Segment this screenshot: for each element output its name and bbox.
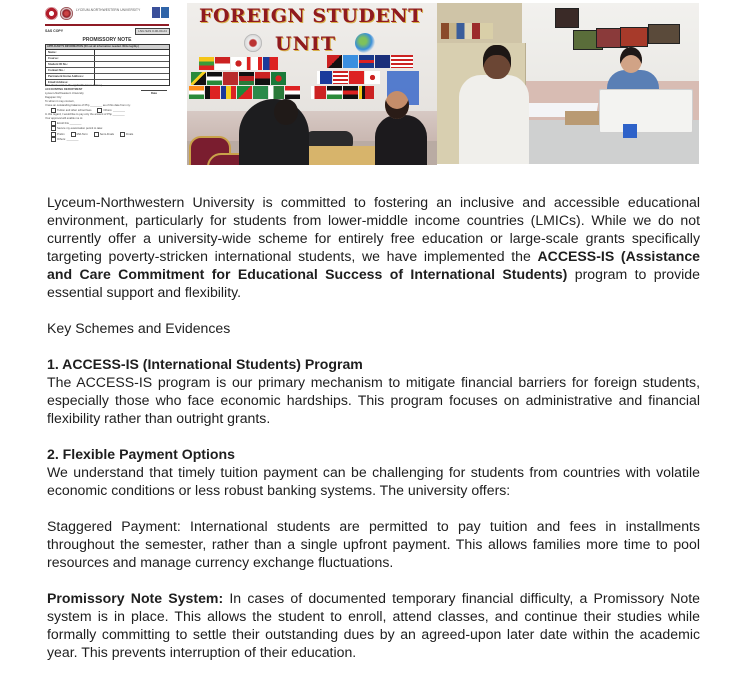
books	[441, 23, 493, 39]
student	[459, 75, 529, 164]
flag-icon	[269, 86, 284, 99]
student-head	[483, 45, 511, 79]
document-body	[45, 84, 169, 142]
flag-icon	[359, 86, 374, 99]
certification-badge-icon	[152, 7, 160, 18]
flag-icon	[215, 57, 230, 70]
document-letterhead	[44, 4, 170, 26]
option-label: Secure my examination permit to take:	[57, 127, 103, 131]
flag-icon	[221, 86, 236, 99]
picture-frame	[648, 24, 680, 44]
promissory-text: In cases of documented temporary financial difficulty, a Promissory Note system is in place. This allows the student to enroll, attend classes, and continue their studies while formally committing to settle their outstanding dues by an agreed-upon later date within the academic year. This prevents interruption of their education.	[47, 590, 700, 660]
intro-text: Lyceum-Northwestern University is committed to fostering an inclusive and accessible educational environment, particularly for students from lower-middle income countries (LMICs). While we do not currently offer a university-wide scheme for entirely free education or large-scale grants specifically targeting poverty-stricken international students, we have implemented the	[47, 194, 700, 264]
checkbox-icon	[71, 132, 76, 137]
addressee-line: Lyceum-Northwestern University	[45, 92, 84, 95]
flag-icon	[189, 86, 204, 99]
field-label: Name:	[46, 50, 95, 55]
student	[375, 115, 427, 165]
article-body	[47, 193, 700, 661]
sign-text: UNIT	[275, 33, 336, 55]
promissory-note-image	[43, 2, 171, 167]
picture-frame	[620, 27, 648, 47]
student-head	[385, 91, 409, 119]
flag-icon	[223, 72, 238, 85]
university-seal-icon	[45, 7, 58, 20]
flag-icon	[205, 86, 220, 99]
college-seal-icon	[60, 7, 73, 20]
control-number: LNU-SAS 0-00-00-24	[135, 28, 170, 35]
option-label: Mid-Term	[76, 132, 88, 136]
section-title: Key Schemes and Evidences	[47, 320, 231, 336]
flag-icon	[191, 72, 206, 85]
document-title: PROMISSORY NOTE	[82, 37, 132, 43]
flag-icon	[237, 86, 252, 99]
picture-frame	[555, 8, 579, 28]
staff-member-head	[620, 47, 642, 73]
flag-icon	[333, 71, 348, 84]
university-name: LYCEUM-NORTHWESTERN UNIVERSITY	[76, 8, 141, 12]
option-label: Prelim	[57, 132, 65, 136]
flag-icon	[199, 57, 214, 70]
computer-monitor	[599, 89, 693, 133]
flag-icon	[349, 71, 364, 84]
field-label: Course:	[46, 56, 95, 61]
flag-icon	[263, 57, 278, 70]
option-label: Tuition and other school fees	[57, 109, 92, 113]
flag-icon	[365, 71, 380, 84]
flag-icon	[255, 72, 270, 85]
promissory-note-paragraph	[47, 589, 700, 661]
program-name: ACCESS-IS (Assistance and Care Commitment for Educational Success of International Students)	[47, 248, 700, 282]
intro-paragraph	[47, 193, 700, 301]
option-label: Others: ________	[57, 138, 79, 142]
office-consultation-photo	[437, 3, 699, 164]
salutation: To whom it may concern,	[45, 100, 75, 103]
applicant-info-table	[45, 44, 170, 86]
option-label: Finals	[126, 132, 134, 136]
date-label: Date	[141, 90, 167, 95]
approval-option	[45, 137, 169, 142]
student-head	[274, 99, 298, 125]
flag-icon	[343, 55, 358, 68]
foreign-student-unit-photo	[187, 3, 437, 165]
scheme-1-text: The ACCESS-IS program is our primary mechanism to mitigate financial barriers for foreign students, especially those who face economic hardships. This program focuses on administrative and financial flexibility rather than outright grants.	[47, 374, 700, 426]
addressee-line: ACCOUNTING DEPARTMENT	[45, 88, 83, 91]
payment-line: In this regard, I would like to pay only the amount of Php ________	[45, 113, 125, 117]
image-strip	[0, 0, 750, 170]
flag-icon	[375, 55, 390, 68]
approval-line: Your approval will enable me to:	[45, 117, 83, 121]
scheme-2-text: We understand that timely tuition payment can be challenging for students from countries with volatile economic conditions or less robust banking systems. The university offers:	[47, 464, 700, 498]
flag-icon	[247, 57, 262, 70]
field-label: Email Address:	[46, 80, 95, 85]
flag-icon	[327, 86, 342, 99]
scheme-1-heading: 1. ACCESS-IS (International Students) Program	[47, 356, 363, 372]
sign-text: FOREIGN STUDENT	[199, 5, 423, 27]
university-emblem-icon	[244, 34, 262, 52]
flag-icon	[285, 86, 300, 99]
flag-icon	[271, 72, 286, 85]
scheme-2-heading: 2. Flexible Payment Options	[47, 446, 235, 462]
folder	[565, 111, 601, 125]
checkbox-icon	[51, 137, 56, 142]
option-label: Others: ________	[103, 109, 125, 113]
staggered-payment-paragraph: Staggered Payment: International students are permitted to pay tuition and fees in installments throughout the semester, rather than a single upfront payment. This allows families more time to pool resources and manage currency exchange fluctuations.	[47, 518, 700, 570]
field-label: Permanent Home Address:	[46, 74, 95, 79]
flag-icon	[359, 55, 374, 68]
copy-label: SAS COPY	[45, 29, 64, 33]
flag-icon	[239, 72, 254, 85]
flag-icon	[327, 55, 342, 68]
checkbox-icon	[120, 132, 125, 137]
flag-icon	[231, 57, 246, 70]
intro-text: program to provide essential support and flexibility.	[47, 266, 700, 300]
flag-icon	[391, 55, 413, 68]
stapler	[623, 124, 637, 138]
flag-icon	[207, 72, 222, 85]
checkbox-icon	[94, 132, 99, 137]
field-label: Contact No.:	[46, 68, 95, 73]
flag-icon	[317, 71, 332, 84]
flag-icon	[253, 86, 268, 99]
option-label: Enroll this ________	[57, 122, 82, 126]
globe-icon	[355, 33, 375, 53]
addressee-line: Dagupan City	[45, 96, 62, 99]
promissory-label: Promissory Note System:	[47, 590, 224, 606]
flag-icon	[343, 86, 358, 99]
flag-icon	[311, 86, 326, 99]
divider	[45, 24, 169, 26]
table-header: APPLICANT'S INFORMATION (fill out all information needed. Write legibly.)	[46, 45, 169, 50]
field-label: Student ID No.:	[46, 62, 95, 67]
instruction-text: (Put check mark in the applicable boxes below.)	[45, 84, 102, 87]
balance-line: I have an outstanding balance of Php ________ as of this date from my:	[45, 104, 131, 107]
option-label: Semi-Finals	[99, 132, 115, 136]
certification-badge-icon	[161, 7, 169, 18]
